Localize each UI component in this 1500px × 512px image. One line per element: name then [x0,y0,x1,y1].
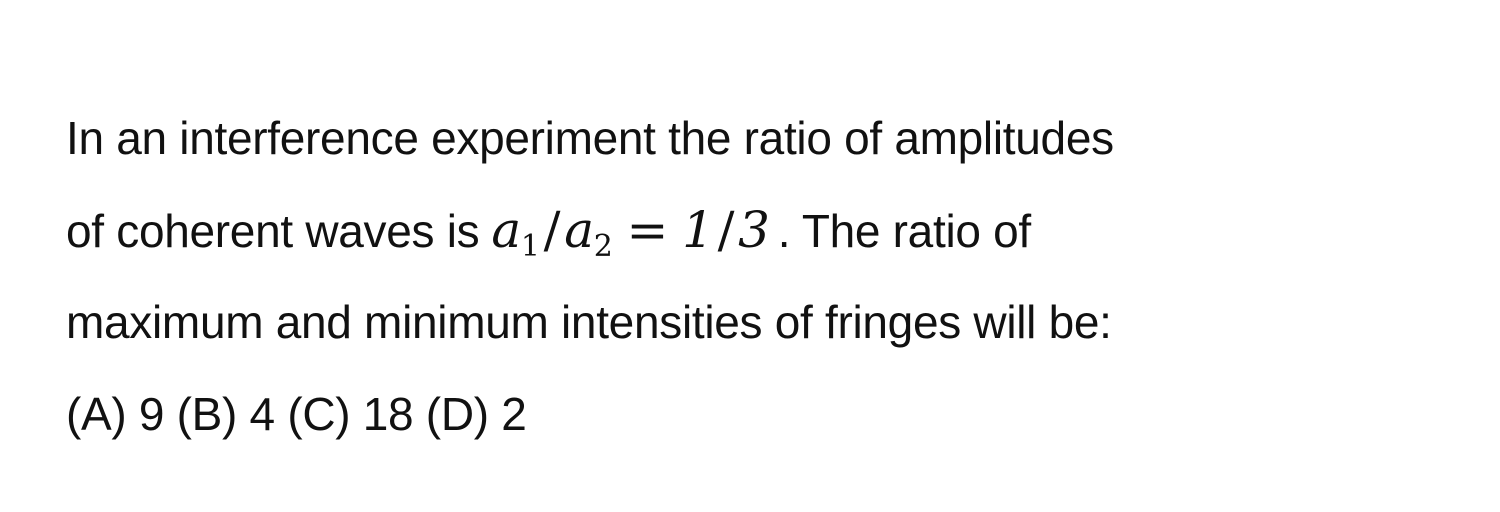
question-line-3: maximum and minimum intensities of fringes will be: [66,296,1112,348]
question-line-1: In an interference experiment the ratio of amplitudes [66,112,1114,164]
formula-equals: = [626,201,669,259]
question-text [66,92,1466,460]
question-line-2-tail: . The ratio of [777,205,1031,257]
question-line-2 [66,184,1466,276]
formula-sub-1: 1 [520,229,540,264]
amplitude-ratio-formula [491,201,770,264]
question-line-2-text: of coherent waves is [66,205,480,257]
formula-rhs-num: 1 [682,201,714,259]
formula-rhs-den: 3 [738,201,770,259]
formula-slash: / [543,201,561,259]
answer-options: (A) 9 (B) 4 (C) 18 (D) 2 [66,388,527,440]
formula-var-a1: a [491,201,521,259]
formula-var-a2: a [564,201,594,259]
formula-rhs-slash: / [717,201,735,259]
formula-sub-2: 2 [593,229,613,264]
